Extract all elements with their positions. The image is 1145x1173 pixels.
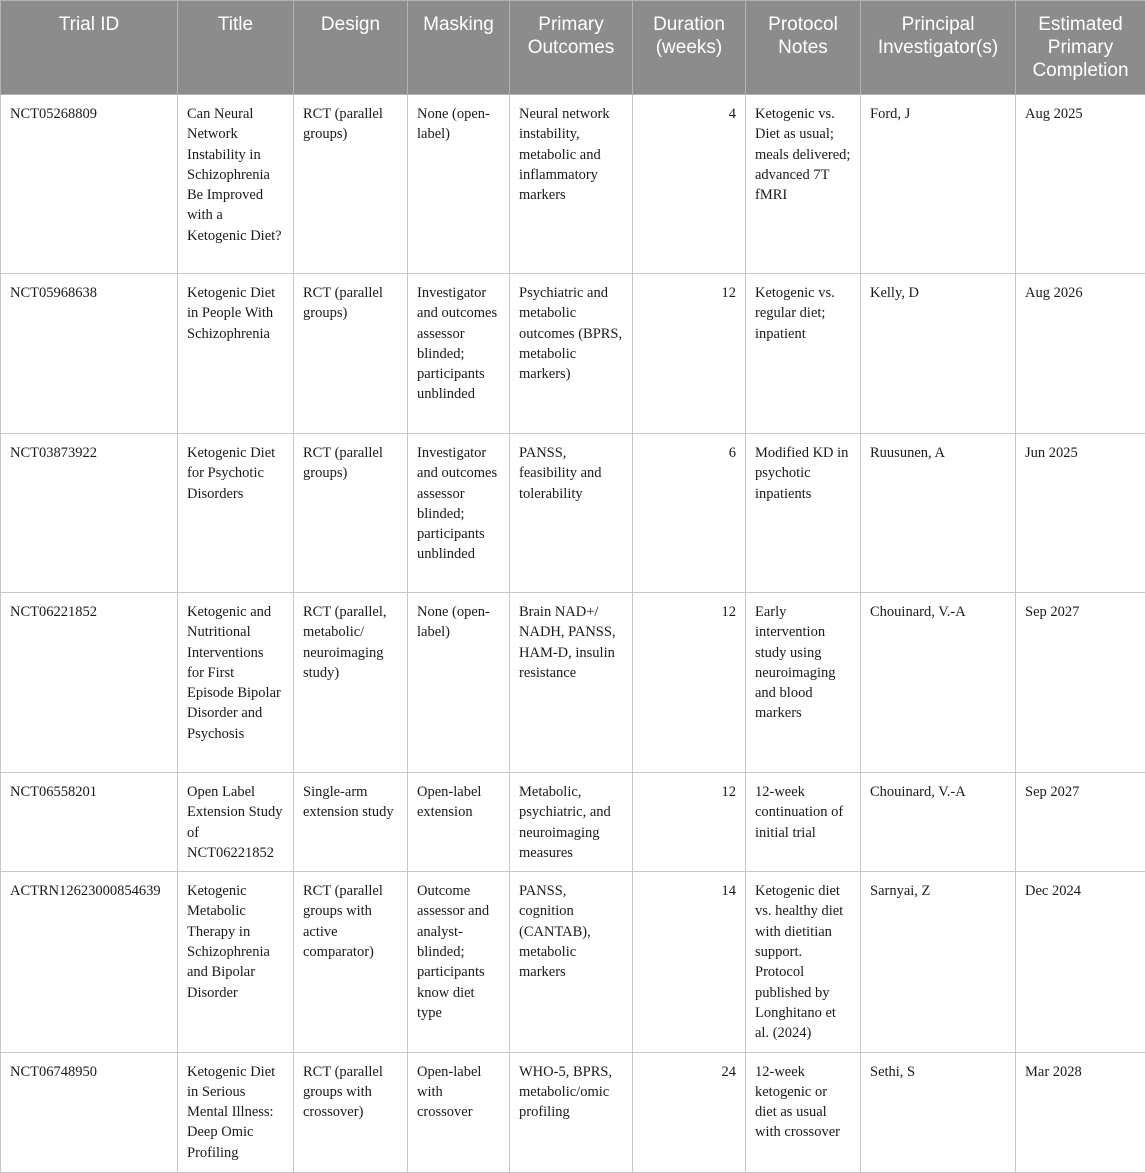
cell-masking: None (open-label): [408, 593, 510, 773]
cell-trial-id: NCT06221852: [1, 593, 178, 773]
cell-notes: 12-week ketogenic or diet as usual with crossover: [746, 1052, 861, 1172]
header-trial-id: Trial ID: [1, 1, 178, 95]
cell-duration: 12: [633, 274, 746, 434]
cell-pi: Sarnyai, Z: [861, 872, 1016, 1052]
cell-trial-id: NCT05268809: [1, 95, 178, 274]
cell-pi: Sethi, S: [861, 1052, 1016, 1172]
cell-notes: Ketogenic diet vs. healthy diet with dietitian support. Protocol published by Longhitano et al. (2024): [746, 872, 861, 1052]
cell-design: RCT (parallel groups with crossover): [294, 1052, 408, 1172]
cell-masking: Open-label extension: [408, 773, 510, 872]
cell-design: Single-arm extension study: [294, 773, 408, 872]
cell-outcomes: PANSS, cognition (CANTAB), metabolic markers: [510, 872, 633, 1052]
cell-masking: None (open-label): [408, 95, 510, 274]
cell-masking: Open-label with crossover: [408, 1052, 510, 1172]
header-design: Design: [294, 1, 408, 95]
cell-outcomes: PANSS, feasibility and tolerability: [510, 434, 633, 593]
cell-duration: 12: [633, 773, 746, 872]
cell-outcomes: Psychiatric and metabolic outcomes (BPRS, metabolic markers): [510, 274, 633, 434]
cell-duration: 24: [633, 1052, 746, 1172]
cell-trial-id: ACTRN12623000854639: [1, 872, 178, 1052]
table-row: [1, 95, 1145, 274]
cell-trial-id: NCT06748950: [1, 1052, 178, 1172]
cell-pi: Ford, J: [861, 95, 1016, 274]
cell-title: Ketogenic Diet in Serious Mental Illness: Deep Omic Profiling: [178, 1052, 294, 1172]
cell-design: RCT (parallel groups): [294, 274, 408, 434]
header-row: [1, 1, 1145, 95]
cell-title: Ketogenic Diet for Psychotic Disorders: [178, 434, 294, 593]
cell-pi: Ruusunen, A: [861, 434, 1016, 593]
header-principal-investigators: Principal Investigator(s): [861, 1, 1016, 95]
cell-trial-id: NCT06558201: [1, 773, 178, 872]
cell-duration: 14: [633, 872, 746, 1052]
cell-completion: Mar 2028: [1016, 1052, 1145, 1172]
table-row: [1, 1052, 1145, 1172]
cell-design: RCT (parallel groups): [294, 434, 408, 593]
cell-completion: Aug 2026: [1016, 274, 1145, 434]
cell-notes: Ketogenic vs. regular diet; inpatient: [746, 274, 861, 434]
cell-notes: Ketogenic vs. Diet as usual; meals delivered; advanced 7T fMRI: [746, 95, 861, 274]
header-protocol-notes: Protocol Notes: [746, 1, 861, 95]
cell-completion: Jun 2025: [1016, 434, 1145, 593]
header-primary-outcomes: Primary Outcomes: [510, 1, 633, 95]
table-row: [1, 274, 1145, 434]
cell-title: Ketogenic and Nutritional Interventions for First Episode Bipolar Disorder and Psychosis: [178, 593, 294, 773]
cell-outcomes: Brain NAD+/ NADH, PANSS, HAM-D, insulin resistance: [510, 593, 633, 773]
table-row: [1, 593, 1145, 773]
header-masking: Masking: [408, 1, 510, 95]
cell-pi: Kelly, D: [861, 274, 1016, 434]
header-title: Title: [178, 1, 294, 95]
cell-design: RCT (parallel groups): [294, 95, 408, 274]
header-duration: Duration (weeks): [633, 1, 746, 95]
cell-design: RCT (parallel, metabolic/ neuroimaging study): [294, 593, 408, 773]
table-row: [1, 773, 1145, 872]
cell-masking: Investigator and outcomes assessor blinded; participants unblinded: [408, 434, 510, 593]
cell-title: Ketogenic Metabolic Therapy in Schizophrenia and Bipolar Disorder: [178, 872, 294, 1052]
cell-title: Can Neural Network Instability in Schizophrenia Be Improved with a Ketogenic Diet?: [178, 95, 294, 274]
cell-completion: Aug 2025: [1016, 95, 1145, 274]
cell-duration: 4: [633, 95, 746, 274]
cell-pi: Chouinard, V.-A: [861, 773, 1016, 872]
cell-outcomes: Neural network instability, metabolic and inflammatory markers: [510, 95, 633, 274]
cell-pi: Chouinard, V.-A: [861, 593, 1016, 773]
cell-duration: 6: [633, 434, 746, 593]
cell-notes: Modified KD in psychotic inpatients: [746, 434, 861, 593]
cell-design: RCT (parallel groups with active comparator): [294, 872, 408, 1052]
cell-masking: Outcome assessor and analyst-blinded; participants know diet type: [408, 872, 510, 1052]
cell-notes: Early intervention study using neuroimaging and blood markers: [746, 593, 861, 773]
cell-notes: 12-week continuation of initial trial: [746, 773, 861, 872]
table-row: [1, 872, 1145, 1052]
cell-trial-id: NCT03873922: [1, 434, 178, 593]
cell-duration: 12: [633, 593, 746, 773]
cell-completion: Sep 2027: [1016, 773, 1145, 872]
cell-trial-id: NCT05968638: [1, 274, 178, 434]
cell-title: Open Label Extension Study of NCT06221852: [178, 773, 294, 872]
cell-outcomes: Metabolic, psychiatric, and neuroimaging measures: [510, 773, 633, 872]
cell-masking: Investigator and outcomes assessor blinded; participants unblinded: [408, 274, 510, 434]
header-estimated-completion: Estimated Primary Completion: [1016, 1, 1145, 95]
cell-completion: Dec 2024: [1016, 872, 1145, 1052]
table-row: [1, 434, 1145, 593]
cell-completion: Sep 2027: [1016, 593, 1145, 773]
cell-outcomes: WHO-5, BPRS, metabolic/omic profiling: [510, 1052, 633, 1172]
cell-title: Ketogenic Diet in People With Schizophrenia: [178, 274, 294, 434]
